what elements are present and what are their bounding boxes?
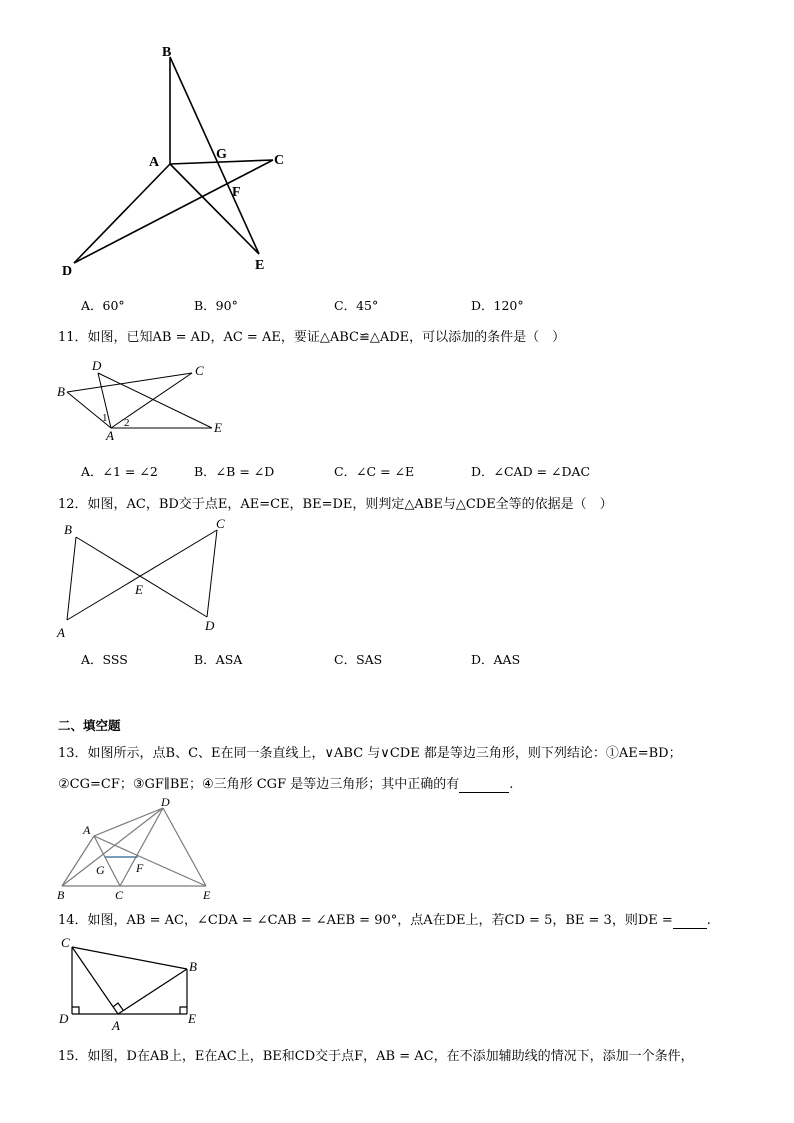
point-label-b: B bbox=[57, 384, 65, 399]
q14-stem-text: 14．如图，AB = AC，∠CDA = ∠CAB = ∠AEB = 90°，点A在DE上，若CD = 5，BE = 3，则DE = bbox=[58, 913, 673, 928]
q10-option-a[interactable]: A．60° bbox=[81, 298, 125, 313]
point-label-g: G bbox=[96, 863, 105, 877]
q11-option-c[interactable]: C．∠C = ∠E bbox=[334, 464, 415, 479]
point-label-c: C bbox=[195, 363, 204, 378]
q13-line-2-end: . bbox=[509, 777, 514, 792]
point-label-d: D bbox=[205, 618, 215, 633]
point-label-d: D bbox=[161, 795, 170, 809]
point-label-b: B bbox=[57, 888, 65, 902]
q12-option-b[interactable]: B．ASA bbox=[194, 652, 243, 667]
q10-option-c[interactable]: C．45° bbox=[334, 298, 379, 313]
point-label-b: B bbox=[162, 45, 172, 60]
point-label-e: E bbox=[135, 582, 143, 597]
point-label-e: E bbox=[255, 258, 265, 273]
point-label-e: E bbox=[214, 420, 222, 435]
point-label-d: D bbox=[59, 1011, 69, 1026]
point-label-g: G bbox=[216, 147, 227, 162]
point-label-a: A bbox=[83, 823, 91, 837]
q10-option-d[interactable]: D．120° bbox=[471, 298, 524, 313]
point-label-f: F bbox=[136, 861, 144, 875]
q11-option-a[interactable]: A．∠1 = ∠2 bbox=[81, 464, 158, 479]
q11-option-b[interactable]: B．∠B = ∠D bbox=[194, 464, 275, 479]
q14-stem-end: . bbox=[706, 913, 711, 928]
q11-stem: 11．如图，已知AB = AD，AC = AE，要证△ABC≌△ADE，可以添加的条件是（ ） bbox=[58, 330, 566, 345]
point-label-a: A bbox=[149, 155, 160, 170]
point-label-a: A bbox=[106, 428, 114, 443]
point-label-c: C bbox=[274, 153, 285, 168]
point-label-b: B bbox=[189, 959, 197, 974]
q12-stem: 12．如图，AC，BD交于点E，AE=CE，BE=DE，则判定△ABE与△CDE全等的依据是（ ） bbox=[58, 497, 613, 512]
point-label-c: C bbox=[115, 888, 124, 902]
q15-stem: 15．如图，D在AB上，E在AC上，BE和CD交于点F，AB = AC，在不添加辅助线的情况下，添加一个条件， bbox=[58, 1049, 694, 1064]
point-label-f: F bbox=[232, 185, 241, 200]
point-label-e: E bbox=[203, 888, 211, 902]
point-label-a: A bbox=[112, 1018, 120, 1033]
point-label-e: E bbox=[188, 1011, 196, 1026]
point-label-d: D bbox=[92, 358, 102, 373]
point-label-d: D bbox=[62, 264, 73, 279]
section-title: 二、填空题 bbox=[58, 718, 121, 733]
point-label-b: B bbox=[64, 522, 72, 537]
q13-line-1: 13．如图所示，点B、C、E在同一条直线上，∨ABC 与∨CDE 都是等边三角形，则下列结论：①AE=BD； bbox=[58, 746, 682, 761]
point-label-c: C bbox=[61, 935, 70, 950]
angle-label-1: 1 bbox=[102, 412, 108, 424]
q12-option-c[interactable]: C．SAS bbox=[334, 652, 383, 667]
point-label-c: C bbox=[216, 516, 225, 531]
q10-option-b[interactable]: B．90° bbox=[194, 298, 238, 313]
point-label-a: A bbox=[57, 625, 65, 640]
q12-option-a[interactable]: A．SSS bbox=[81, 652, 128, 667]
q11-option-d[interactable]: D．∠CAD = ∠DAC bbox=[471, 464, 591, 479]
q13-line-2-text: ②CG=CF；③GF∥BE；④三角形 CGF 是等边三角形；其中正确的有 bbox=[58, 777, 460, 792]
angle-label-2: 2 bbox=[124, 417, 130, 429]
q12-option-d[interactable]: D．AAS bbox=[471, 652, 521, 667]
